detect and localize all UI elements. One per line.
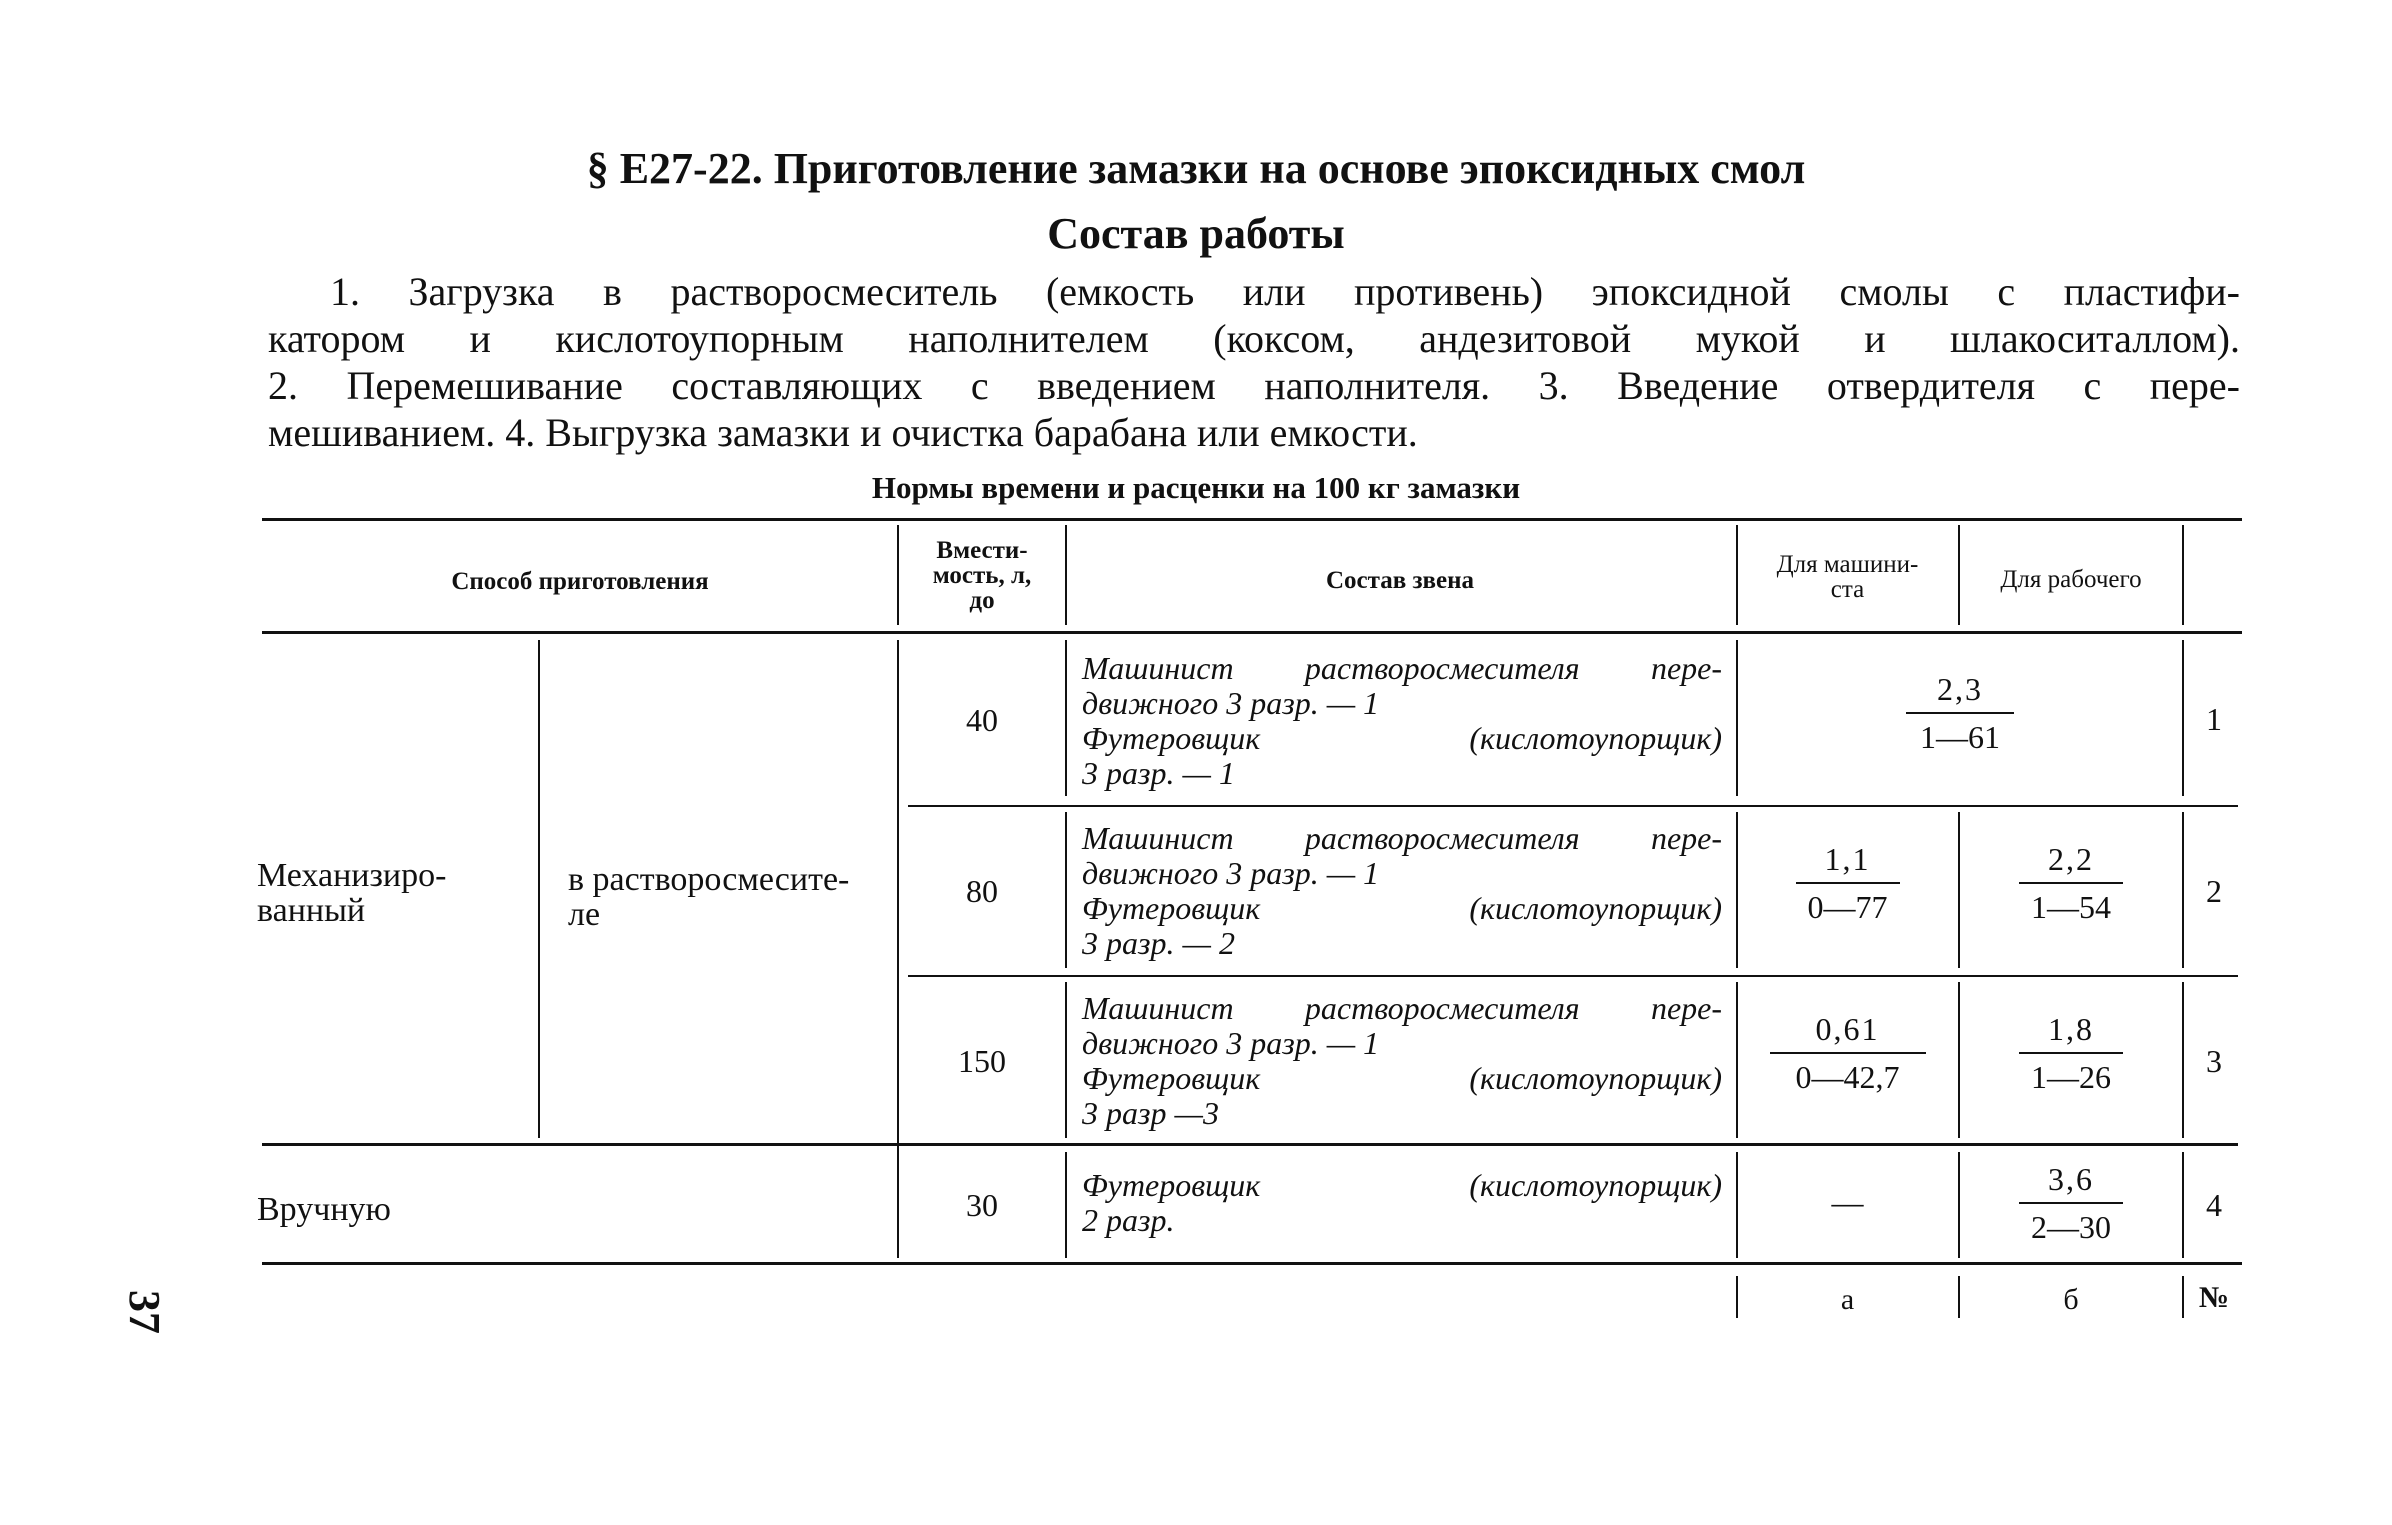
crew-word: растворосмесителя <box>1304 820 1580 856</box>
crew-word: Футеровщик <box>1082 1167 1261 1203</box>
crew-word: (кислотоупорщик) <box>1469 890 1722 926</box>
column-label-b: б <box>2063 1283 2079 1316</box>
norm-fraction-combined <box>1740 670 2180 756</box>
rate-value: 1—54 <box>2031 889 2111 925</box>
crew-word: 3 разр —3 <box>1082 1095 1219 1131</box>
section-title: § Е27-22. Приготовление замазки на основе эпоксидных смол <box>586 144 1806 193</box>
crew-word: Машинист <box>1082 820 1234 856</box>
norm-fraction-machinist <box>1740 840 1955 926</box>
column-divider <box>1736 640 1738 796</box>
crew-word: 3 разр. — 2 <box>1082 925 1235 961</box>
method-mechanized: Механизиро- ванный <box>257 857 447 929</box>
capacity-value: 30 <box>966 1187 998 1223</box>
column-divider <box>2182 1152 2184 1258</box>
crew-composition <box>1082 1168 1722 1238</box>
footer-tick <box>1736 1276 1738 1318</box>
column-divider <box>1736 1152 1738 1258</box>
fraction-bar <box>1770 1052 1926 1054</box>
row-number: 3 <box>2206 1043 2222 1079</box>
column-divider <box>1065 640 1067 796</box>
header-capacity: Вмести- мость, л, до <box>932 537 1032 614</box>
crew-word: движного 3 разр. — 1 <box>1082 1025 1380 1061</box>
column-divider <box>1958 1152 1960 1258</box>
crew-word: движного 3 разр. — 1 <box>1082 685 1380 721</box>
column-divider <box>1065 1152 1067 1258</box>
crew-word: 3 разр. — 1 <box>1082 755 1235 791</box>
crew-word: растворосмесителя <box>1304 990 1580 1026</box>
paragraph-line: мешиванием. 4. Выгрузка замазки и очистка барабана или емкости. <box>268 410 1418 455</box>
column-label-a: а <box>1840 1283 1855 1316</box>
header-worker: Для рабочего <box>2000 566 2142 593</box>
header-divider <box>897 525 899 625</box>
column-divider <box>1065 982 1067 1138</box>
machinist-dash: — <box>1831 1184 1864 1220</box>
time-norm: 2,2 <box>2048 841 2094 877</box>
paragraph-line: катором и кислотоупорным наполнителем (коксом, андезитовой мукой и шлакоситаллом). <box>268 316 2240 361</box>
method-manual: Вручную <box>257 1191 391 1228</box>
crew-word: 2 разр. <box>1082 1202 1175 1238</box>
column-divider <box>1736 812 1738 968</box>
capacity-value: 40 <box>966 702 998 738</box>
header-bottom-rule <box>262 631 2242 634</box>
method-detail-mixer: в растворосмесите- ле <box>568 861 850 933</box>
work-description <box>268 268 2240 456</box>
crew-word: пере- <box>1650 990 1722 1026</box>
header-method: Способ приготовления <box>451 568 709 595</box>
time-norm: 2,3 <box>1937 671 1983 707</box>
fraction-bar <box>2019 1052 2123 1054</box>
header-divider <box>1958 525 1960 625</box>
rate-value: 1—61 <box>1920 719 2000 755</box>
row-divider <box>908 805 2238 807</box>
footer-tick <box>1958 1276 1960 1318</box>
time-norm: 1,1 <box>1824 841 1871 877</box>
capacity-value: 80 <box>966 873 998 909</box>
table-top-rule <box>262 518 2242 521</box>
crew-composition <box>1082 991 1722 1131</box>
page-number: 37 <box>120 1290 169 1334</box>
header-crew: Состав звена <box>1325 567 1475 594</box>
rate-value: 2—30 <box>2031 1209 2111 1245</box>
crew-word: Машинист <box>1082 650 1234 686</box>
norm-fraction-worker <box>1962 840 2180 926</box>
crew-word: (кислотоупорщик) <box>1469 1167 1722 1203</box>
crew-word: (кислотоупорщик) <box>1469 1060 1722 1096</box>
capacity-value: 150 <box>958 1043 1006 1079</box>
crew-word: Футеровщик <box>1082 890 1261 926</box>
crew-word: Футеровщик <box>1082 720 1261 756</box>
crew-word: (кислотоупорщик) <box>1469 720 1722 756</box>
rate-value: 1—26 <box>2031 1059 2111 1095</box>
fraction-bar <box>2019 882 2123 884</box>
column-divider <box>2182 982 2184 1138</box>
paragraph-line: 1. Загрузка в растворосмеситель (емкость или противень) эпоксидной смолы с пластифи- <box>330 269 2240 314</box>
time-norm: 0,61 <box>1815 1011 1880 1047</box>
row-number: 2 <box>2206 873 2222 909</box>
column-divider <box>897 640 899 1258</box>
column-divider <box>1958 982 1960 1138</box>
column-divider <box>1065 812 1067 968</box>
column-divider <box>2182 812 2184 968</box>
norm-fraction-worker <box>1962 1010 2180 1096</box>
fraction-bar <box>2019 1202 2123 1204</box>
crew-word: движного 3 разр. — 1 <box>1082 855 1380 891</box>
fraction-bar <box>1906 712 2014 714</box>
row-divider <box>262 1143 2238 1146</box>
row-divider <box>908 975 2238 977</box>
rate-value: 0—77 <box>1807 889 1888 925</box>
column-divider <box>1958 812 1960 968</box>
norm-fraction-machinist <box>1740 1010 1955 1096</box>
table-bottom-rule <box>262 1262 2242 1265</box>
crew-word: пере- <box>1650 820 1722 856</box>
header-divider <box>2182 525 2184 625</box>
column-divider <box>538 640 540 1138</box>
column-label-number: № <box>2198 1281 2230 1314</box>
subheading: Состав работы <box>1047 209 1345 258</box>
crew-composition <box>1082 821 1722 961</box>
crew-word: растворосмесителя <box>1304 650 1580 686</box>
norm-fraction-worker <box>1962 1160 2180 1246</box>
rate-value: 0—42,7 <box>1795 1059 1900 1095</box>
paragraph-line: 2. Перемешивание составляющих с введением наполнителя. 3. Введение отвердителя с пере- <box>268 363 2240 408</box>
column-divider <box>2182 640 2184 796</box>
table-caption: Нормы времени и расценки на 100 кг замазки <box>871 470 1521 505</box>
crew-word: Машинист <box>1082 990 1234 1026</box>
crew-composition <box>1082 651 1722 791</box>
row-number: 4 <box>2206 1187 2222 1223</box>
crew-word: пере- <box>1650 650 1722 686</box>
footer-tick <box>2182 1276 2184 1318</box>
fraction-bar <box>1796 882 1900 884</box>
row-number: 1 <box>2206 701 2222 737</box>
column-divider <box>1736 982 1738 1138</box>
time-norm: 1,8 <box>2048 1011 2094 1047</box>
header-divider <box>1065 525 1067 625</box>
header-machinist: Для машини- ста <box>1776 551 1919 603</box>
header-divider <box>1736 525 1738 625</box>
time-norm: 3,6 <box>2048 1161 2094 1197</box>
crew-word: Футеровщик <box>1082 1060 1261 1096</box>
